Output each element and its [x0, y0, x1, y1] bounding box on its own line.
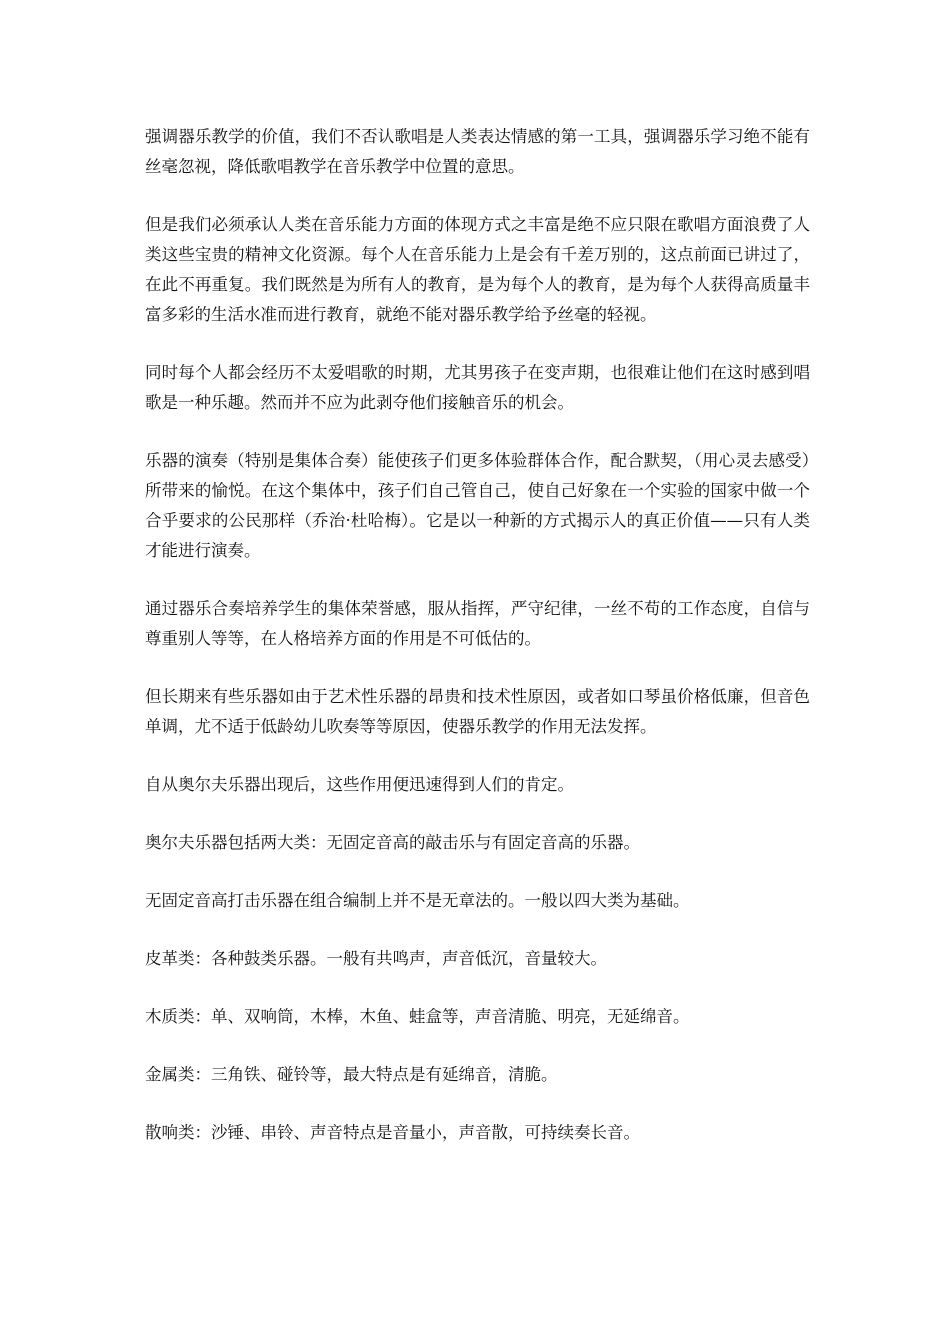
- paragraph-4: 乐器的演奏（特别是集体合奏）能使孩子们更多体验群体合作，配合默契，（用心灵去感受）所带来的愉悦。在这个集体中，孩子们自己管自己，使自己好象在一个实验的国家中做一个合乎要求的公民那样（乔治·杜哈梅）。它是以一种新的方式揭示人的真正价值——只有人类才能进行演奏。: [145, 451, 810, 560]
- paragraph-8: 奥尔夫乐器包括两大类：无固定音高的敲击乐与有固定音高的乐器。: [145, 833, 640, 852]
- paragraph-7: 自从奥尔夫乐器出现后，这些作用便迅速得到人们的肯定。: [145, 775, 574, 794]
- paragraph-1: 强调器乐教学的价值，我们不否认歌唱是人类表达情感的第一工具，强调器乐学习绝不能有丝毫忽视，降低歌唱教学在音乐教学中位置的意思。: [145, 127, 810, 176]
- paragraph-5: 通过器乐合奏培养学生的集体荣誉感，服从指挥，严守纪律，一丝不苟的工作态度，自信与尊重别人等等，在人格培养方面的作用是不可低估的。: [145, 599, 810, 648]
- paragraph-13: 散响类：沙锤、串铃、声音特点是音量小，声音散，可持续奏长音。: [145, 1123, 640, 1142]
- paragraph-6: 但长期来有些乐器如由于艺术性乐器的昂贵和技术性原因，或者如口琴虽价格低廉，但音色单调，尤不适于低龄幼儿吹奏等等原因，使器乐教学的作用无法发挥。: [145, 687, 810, 736]
- paragraph-10: 皮革类：各种鼓类乐器。一般有共鸣声，声音低沉，音量较大。: [145, 949, 607, 968]
- paragraph-9: 无固定音高打击乐器在组合编制上并不是无章法的。一般以四大类为基础。: [145, 891, 690, 910]
- paragraph-3: 同时每个人都会经历不太爱唱歌的时期，尤其男孩子在变声期，也很难让他们在这时感到唱歌是一种乐趣。然而并不应为此剥夺他们接触音乐的机会。: [145, 363, 810, 412]
- paragraph-11: 木质类：单、双响筒，木棒，木鱼、蛙盒等，声音清脆、明亮，无延绵音。: [145, 1007, 690, 1026]
- paragraph-12: 金属类：三角铁、碰铃等，最大特点是有延绵音，清脆。: [145, 1065, 558, 1084]
- paragraph-2: 但是我们必须承认人类在音乐能力方面的体现方式之丰富是绝不应只限在歌唱方面浪费了人类这些宝贵的精神文化资源。每个人在音乐能力上是会有千差万别的，这点前面已讲过了，在此不再重复。我们既然是为所有人的教育，是为每个人的教育，是为每个人获得高质量丰富多彩的生活水准而进行教育，就绝不能对器乐教学给予丝毫的轻视。: [145, 215, 810, 324]
- document-body: [145, 122, 810, 1176]
